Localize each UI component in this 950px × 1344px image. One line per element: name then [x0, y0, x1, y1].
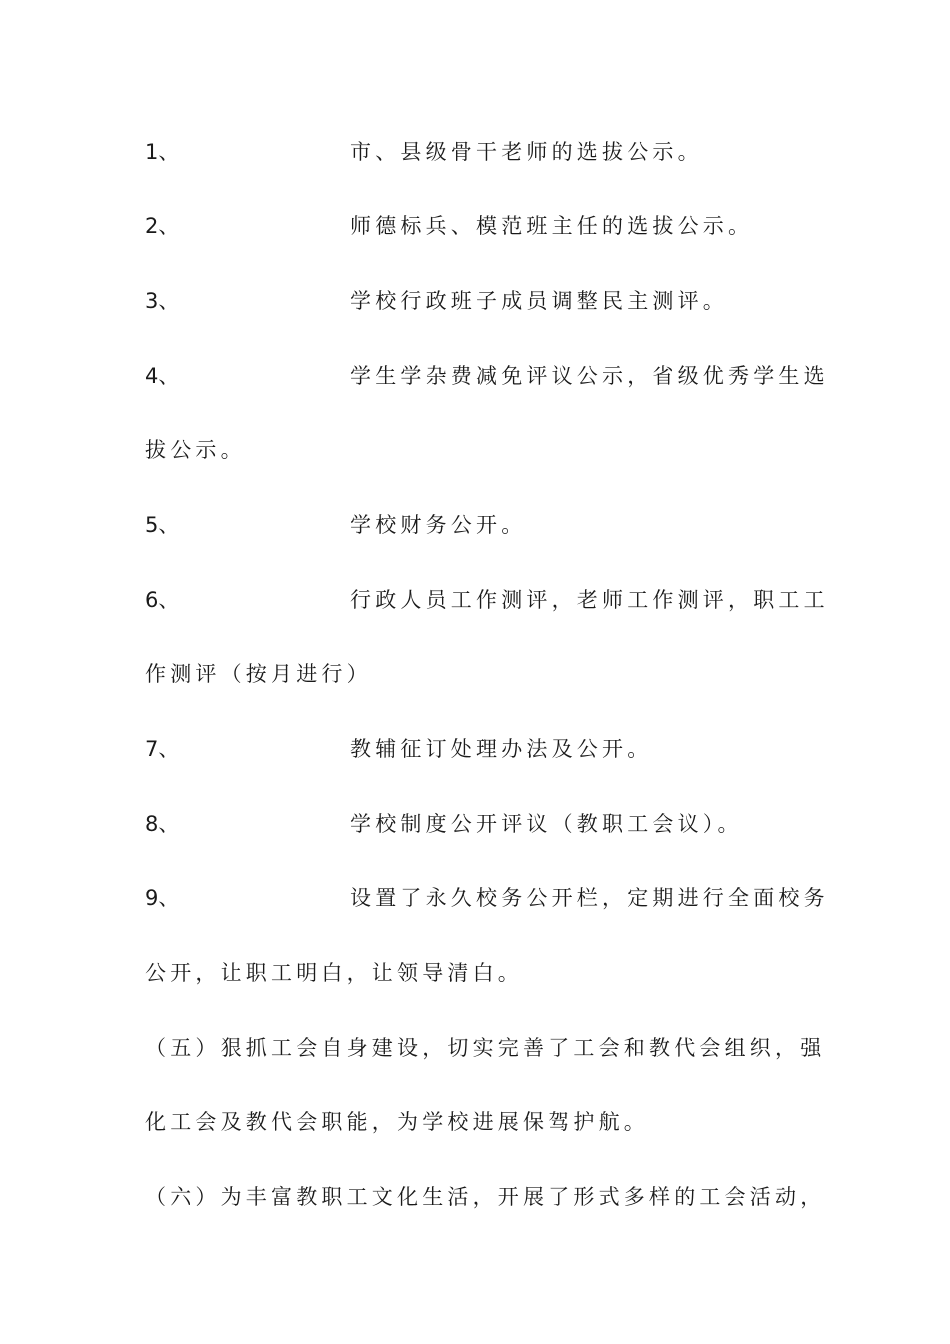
item-text-continuation: 作测评（按月进行）: [145, 662, 372, 686]
list-item-1: [145, 132, 825, 172]
list-item-2: [145, 206, 825, 246]
paragraph-5-line-2: [145, 1102, 825, 1142]
item-number: 2、: [145, 214, 180, 238]
item-text: 学校制度公开评议（教职工会议）。: [350, 812, 743, 836]
item-text: 学校财务公开。: [350, 513, 527, 537]
list-item-3: [145, 281, 825, 321]
item-text-continuation: 拔公示。: [145, 438, 246, 462]
item-text: 设置了永久校务公开栏，定期进行全面校务: [350, 886, 829, 910]
item-number: 6、: [145, 588, 180, 612]
item-number: 8、: [145, 812, 180, 836]
list-item-6: [145, 580, 829, 620]
paragraph-text: （五）狠抓工会自身建设，切实完善了工会和教代会组织，强: [145, 1036, 826, 1060]
item-text: 教辅征订处理办法及公开。: [350, 737, 653, 761]
paragraph-text: （六）为丰富教职工文化生活，开展了形式多样的工会活动，: [145, 1185, 826, 1209]
item-number: 4、: [145, 364, 180, 388]
list-item-7: [145, 729, 825, 769]
list-item-8: [145, 804, 825, 844]
item-text: 师德标兵、模范班主任的选拔公示。: [350, 214, 754, 238]
item-number: 7、: [145, 737, 180, 761]
paragraph-6-line-1: [145, 1177, 825, 1217]
list-item-6-continuation: [145, 654, 825, 694]
list-item-9-continuation: [145, 953, 825, 993]
item-text: 市、县级骨干老师的选拔公示。: [350, 140, 703, 164]
item-text: 学校行政班子成员调整民主测评。: [350, 289, 728, 313]
list-item-5: [145, 505, 825, 545]
list-item-9: [145, 878, 829, 918]
item-text: 行政人员工作测评，老师工作测评，职工工: [350, 588, 829, 612]
item-number: 9、: [145, 886, 180, 910]
paragraph-text: 化工会及教代会职能，为学校进展保驾护航。: [145, 1110, 649, 1134]
list-item-4: [145, 356, 829, 396]
item-number: 3、: [145, 289, 180, 313]
list-item-4-continuation: [145, 430, 825, 470]
item-text-continuation: 公开，让职工明白，让领导清白。: [145, 961, 523, 985]
item-number: 1、: [145, 140, 180, 164]
item-text: 学生学杂费减免评议公示，省级优秀学生选: [350, 364, 829, 388]
item-number: 5、: [145, 513, 180, 537]
paragraph-5-line-1: [145, 1028, 825, 1068]
